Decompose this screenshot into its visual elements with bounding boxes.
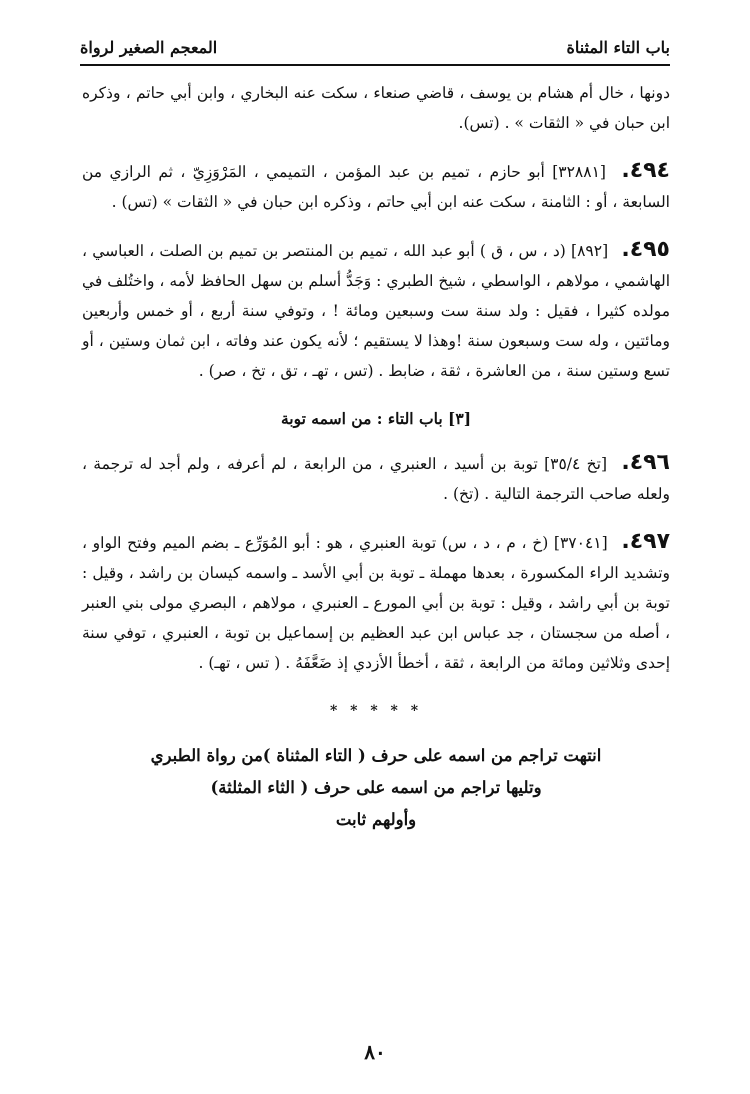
entry-number: ٤٩٧. bbox=[621, 529, 671, 554]
separator-stars: * * * * * bbox=[329, 703, 423, 719]
entry-494 bbox=[82, 156, 670, 217]
entry-continuation bbox=[82, 78, 670, 138]
entry-text: [٨٩٢] (د ، س ، ق ) أبو عبد الله ، تميم بن المنتصر بن تميم بن الصلت ، العباسي ، الهاشمي ، مولاهم ، الواسطي ، شيخ الطبري : وَجَدُّ أسلم بن سهل الحافظ لأمه ، واختُلف في مولده كثيرا ، فقيل : ولد سنة ست وسبعين ومائة ! ، وتوفي سنة أربع ، أو خمس وأربعين ومائتين ، وله ست وسبعون سنة !وهذا لا يستقيم ؛ لأنه يكون عند وفاته ، ابن ثمان وستين ، أو تسع وستين سنة ، من العاشرة ، ثقة ، ضابط . (تس ، تهـ ، تق ، تخ ، صر) . bbox=[82, 242, 670, 380]
entry-text: [تخ ٣٥/٤] توبة بن أسيد ، العنبري ، من الرابعة ، لم أعرفه ، ولم أجد له ترجمة ، ولعله صاحب الترجمة التالية . (تخ) . bbox=[82, 455, 670, 503]
closing-line-1: انتهت تراجم من اسمه على حرف ( التاء المثناة )من رواة الطبري bbox=[150, 746, 602, 765]
closing-line-2: وتليها تراجم من اسمه على حرف ( الثاء المثلثة) bbox=[210, 778, 542, 797]
entry-text: دونها ، خال أم هشام بن يوسف ، قاضي صنعاء ، سكت عنه البخاري ، وابن أبي حاتم ، وذكره ابن حبان في « الثقات » . (تس). bbox=[82, 84, 670, 132]
entry-number: ٤٩٦. bbox=[621, 450, 670, 475]
entry-495 bbox=[82, 235, 670, 386]
page-body bbox=[82, 78, 670, 836]
entry-number: ٤٩٤. bbox=[621, 158, 670, 183]
entry-text: [٣٢٨٨١] أبو حازم ، تميم بن عبد المؤمن ، التميمي ، المَرْوَزِيّ ، ثم الرازي من السابعة ، أو : الثامنة ، سكت عنه ابن أبي حاتم ، وذكره ابن حبان في « الثقات » (تس) . bbox=[82, 163, 670, 211]
page-number: ٨٠ bbox=[364, 1040, 386, 1064]
closing-line-3: وأولهم ثابت bbox=[335, 810, 417, 829]
entry-496 bbox=[82, 448, 670, 509]
entry-text: [٣٧٠٤١] (خ ، م ، د ، س) توبة العنبري ، هو : أبو المُوَرِّع ـ بضم الميم وفتح الواو ، وتشديد الراء المكسورة ، بعدها مهملة ـ توبة بن أبي الأسد ـ واسمه كيسان بن راشد ، وقيل : توبة بن أبي راشد ، وقيل : توبة بن أبي المورع ـ العنبري ، مولاهم ، البصري مولى بني العنبر ، أصله من سجستان ، جد عباس ابن عبد العظيم بن إسماعيل بن توبة ، العنبري ، توفي سنة إحدى وثلاثين ومائة من الرابعة ، ثقة ، أخطأ الأزدي إذ ضَعَّفَهُ . ( تس ، تهـ) . bbox=[82, 534, 670, 672]
book-title: المعجم الصغير لرواة bbox=[80, 37, 218, 57]
section-heading: [٣] باب التاء : من اسمه توبة bbox=[280, 409, 472, 428]
entry-497 bbox=[82, 527, 670, 678]
entry-number: ٤٩٥. bbox=[621, 237, 670, 262]
running-header bbox=[80, 30, 670, 66]
chapter-title: باب التاء المثناة bbox=[566, 37, 670, 57]
